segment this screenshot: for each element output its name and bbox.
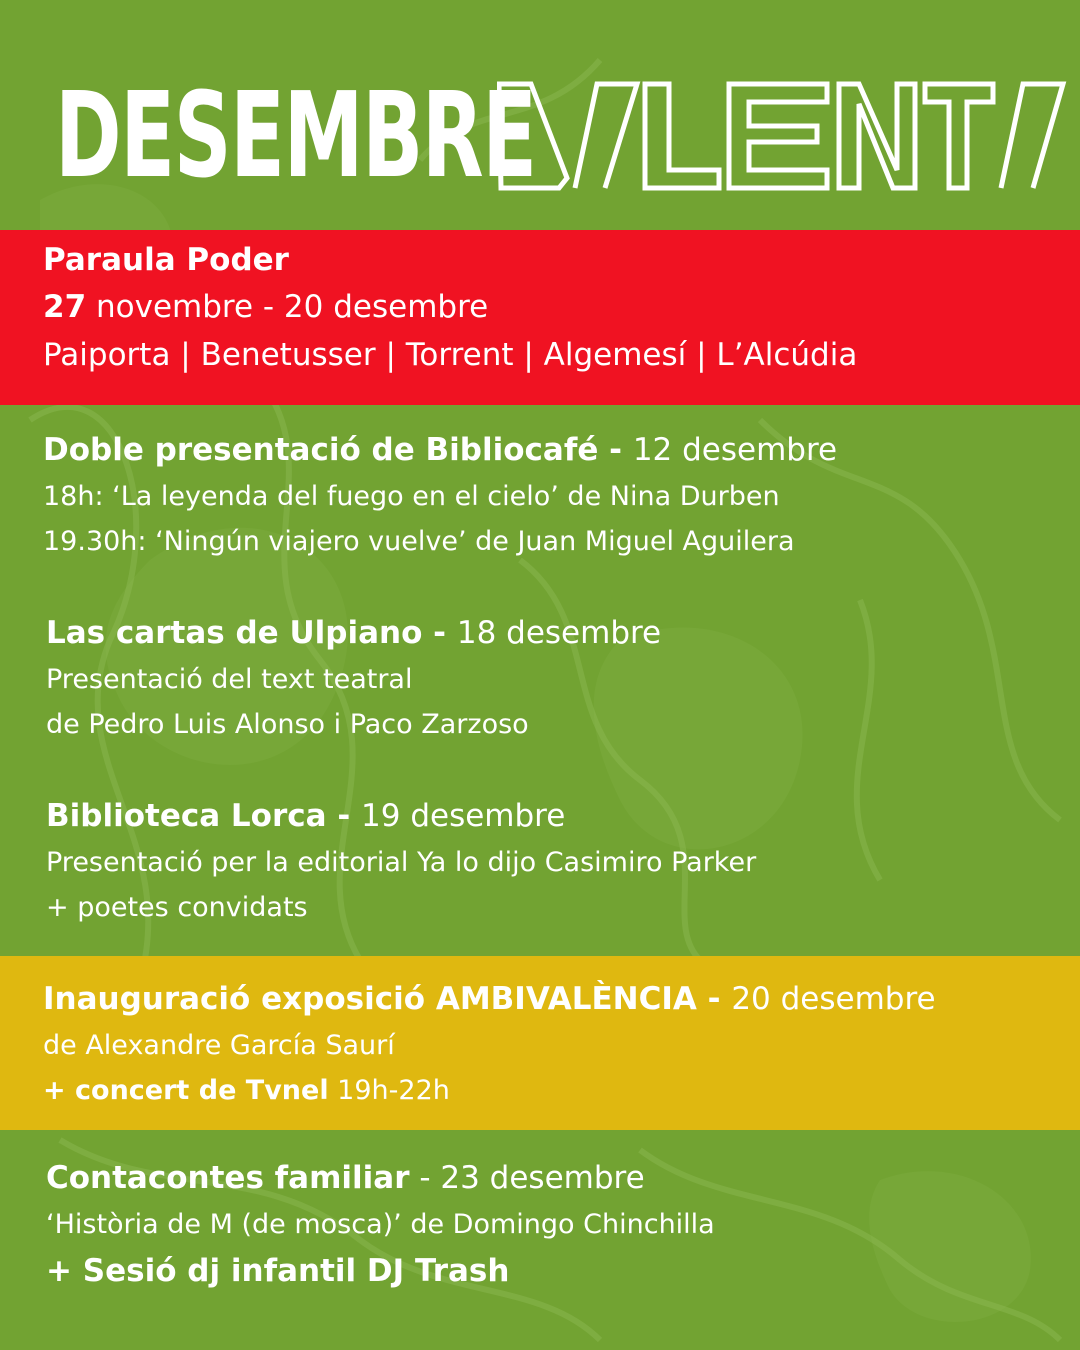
event-dates: 27 novembre - 20 desembre	[43, 289, 489, 325]
event-date: 12 desembre	[632, 432, 838, 468]
event-heading: Biblioteca Lorca - 19 desembre	[46, 798, 566, 834]
title-outline-word	[497, 80, 1067, 192]
event-date: - 23 desembre	[409, 1160, 645, 1196]
event-cartas-ulpiano	[46, 609, 661, 747]
event-concert: + concert de Tvnel 19h-22h	[43, 1075, 450, 1106]
event-heading: Doble presentació de Bibliocafé - 12 desembre	[43, 432, 838, 468]
event-paraula-poder	[43, 238, 857, 379]
event-detail: ‘Història de M (de mosca)’ de Domingo Chinchilla	[46, 1209, 715, 1240]
event-title: Doble presentació de Bibliocafé	[43, 432, 599, 468]
event-heading	[46, 1154, 715, 1202]
event-date: 18 desembre	[456, 615, 662, 651]
event-date: 20 desembre	[731, 981, 936, 1017]
event-detail: de Alexandre García Saurí	[43, 1030, 395, 1061]
event-contacontes	[46, 1154, 715, 1295]
event-ambivalencia	[43, 975, 936, 1113]
event-detail: 18h: ‘La leyenda del fuego en el cielo’ de Nina Durben	[43, 481, 780, 512]
event-detail: de Pedro Luis Alonso i Paco Zarzoso	[46, 709, 529, 740]
event-title: Contacontes familiar	[46, 1160, 410, 1196]
event-detail: + poetes convidats	[46, 892, 308, 923]
title-bold-word: DESEMBRE	[55, 66, 536, 204]
event-places: Paiporta | Benetusser | Torrent | Algemesí | L’Alcúdia	[43, 337, 858, 373]
event-heading: Inauguració exposició AMBIVALÈNCIA - 20 desembre	[43, 981, 936, 1017]
event-doble-presentacio	[43, 426, 837, 564]
event-date: 19 desembre	[361, 798, 566, 834]
event-biblioteca-lorca	[46, 792, 756, 930]
event-title: Biblioteca Lorca	[46, 798, 327, 834]
event-heading: Las cartas de Ulpiano - 18 desembre	[46, 615, 662, 651]
event-title: Inauguració exposició AMBIVALÈNCIA	[43, 981, 697, 1017]
event-detail: + Sesió dj infantil DJ Trash	[46, 1253, 510, 1289]
event-detail: Presentació per la editorial Ya lo dijo Casimiro Parker	[46, 847, 757, 878]
page-title	[55, 66, 787, 204]
event-title: Paraula Poder	[43, 242, 289, 278]
event-title: Las cartas de Ulpiano	[46, 615, 423, 651]
event-detail: 19.30h: ‘Ningún viajero vuelve’ de Juan Miguel Aguilera	[43, 526, 795, 557]
event-detail: Presentació del text teatral	[46, 664, 413, 695]
title-outline-text: VALENTA	[782, 150, 787, 151]
